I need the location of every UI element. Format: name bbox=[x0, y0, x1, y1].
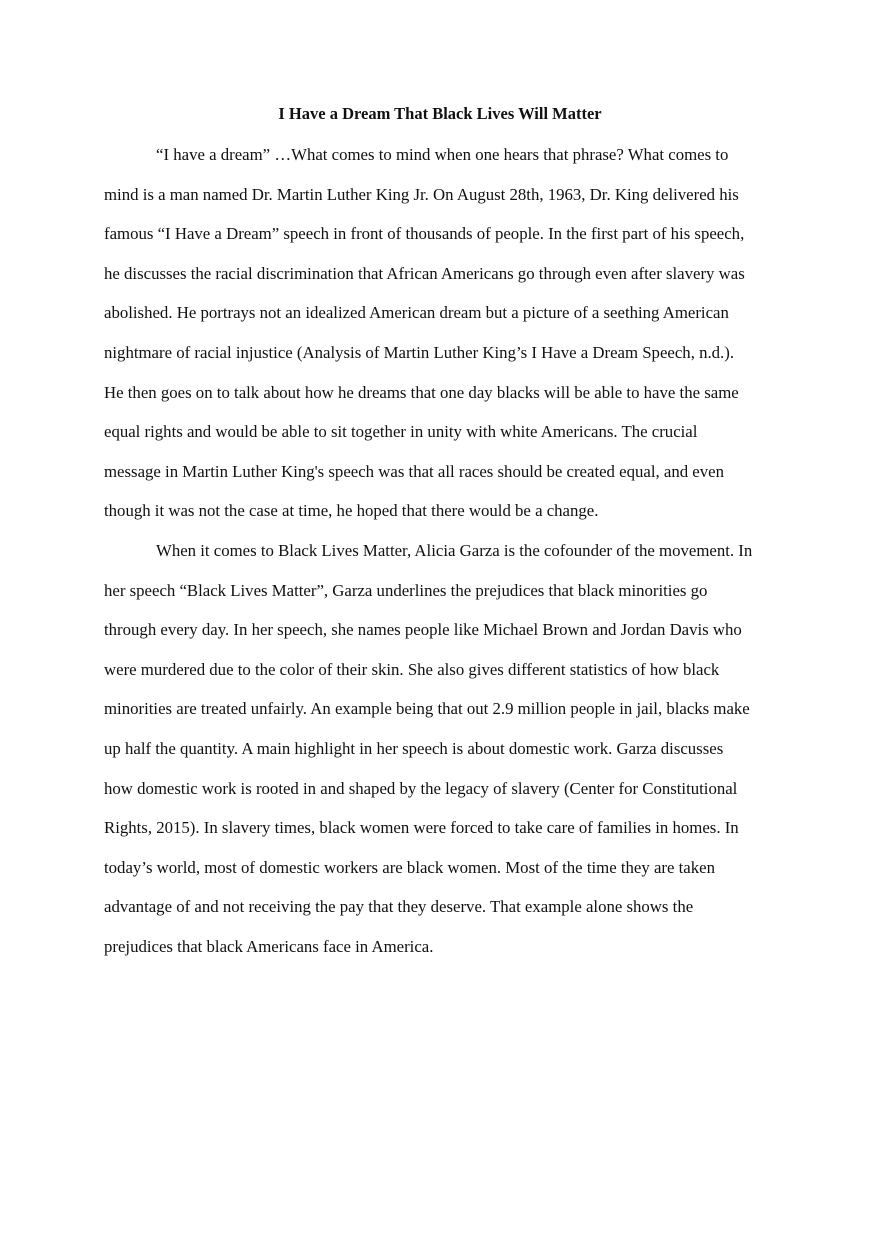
text-line: how domestic work is rooted in and shaped by the legacy of slavery (Center for Constitutional bbox=[104, 778, 738, 798]
text-line: message in Martin Luther King's speech was that all races should be created equal, and even bbox=[104, 461, 724, 481]
text-line: minorities are treated unfairly. An example being that out 2.9 million people in jail, blacks make bbox=[104, 699, 750, 719]
text-line: mind is a man named Dr. Martin Luther King Jr. On August 28th, 1963, Dr. King delivered his bbox=[104, 184, 739, 204]
text-line: though it was not the case at time, he hoped that there would be a change. bbox=[104, 501, 599, 521]
text-line: He then goes on to talk about how he dreams that one day blacks will be able to have the same bbox=[104, 382, 739, 402]
document-body bbox=[104, 143, 784, 974]
text-line: up half the quantity. A main highlight in her speech is about domestic work. Garza discusses bbox=[104, 738, 724, 758]
text-line: advantage of and not receiving the pay that they deserve. That example alone shows the bbox=[104, 897, 694, 917]
text-line: through every day. In her speech, she names people like Michael Brown and Jordan Davis who bbox=[104, 620, 742, 640]
text-line: were murdered due to the color of their skin. She also gives different statistics of how black bbox=[104, 659, 720, 679]
text-line: her speech “Black Lives Matter”, Garza underlines the prejudices that black minorities go bbox=[104, 580, 708, 600]
text-line: Rights, 2015). In slavery times, black women were forced to take care of families in homes. In bbox=[104, 818, 739, 838]
text-line: equal rights and would be able to sit together in unity with white Americans. The crucial bbox=[104, 422, 698, 442]
text-line: he discusses the racial discrimination that African Americans go through even after slavery was bbox=[104, 263, 745, 283]
paragraph bbox=[104, 539, 784, 975]
text-line: famous “I Have a Dream” speech in front of thousands of people. In the first part of his speech, bbox=[104, 224, 745, 244]
text-line: today’s world, most of domestic workers are black women. Most of the time they are taken bbox=[104, 857, 715, 877]
text-line: When it comes to Black Lives Matter, Alicia Garza is the cofounder of the movement. In bbox=[156, 540, 753, 560]
document-title: I Have a Dream That Black Lives Will Matter bbox=[278, 104, 602, 123]
text-line: prejudices that black Americans face in America. bbox=[104, 936, 434, 956]
paragraph bbox=[104, 143, 784, 539]
text-line: nightmare of racial injustice (Analysis of Martin Luther King’s I Have a Dream Speech, n.d.). bbox=[104, 342, 735, 362]
text-line: abolished. He portrays not an idealized American dream but a picture of a seething American bbox=[104, 303, 729, 323]
text-line: “I have a dream” …What comes to mind when one hears that phrase? What comes to bbox=[156, 145, 729, 164]
